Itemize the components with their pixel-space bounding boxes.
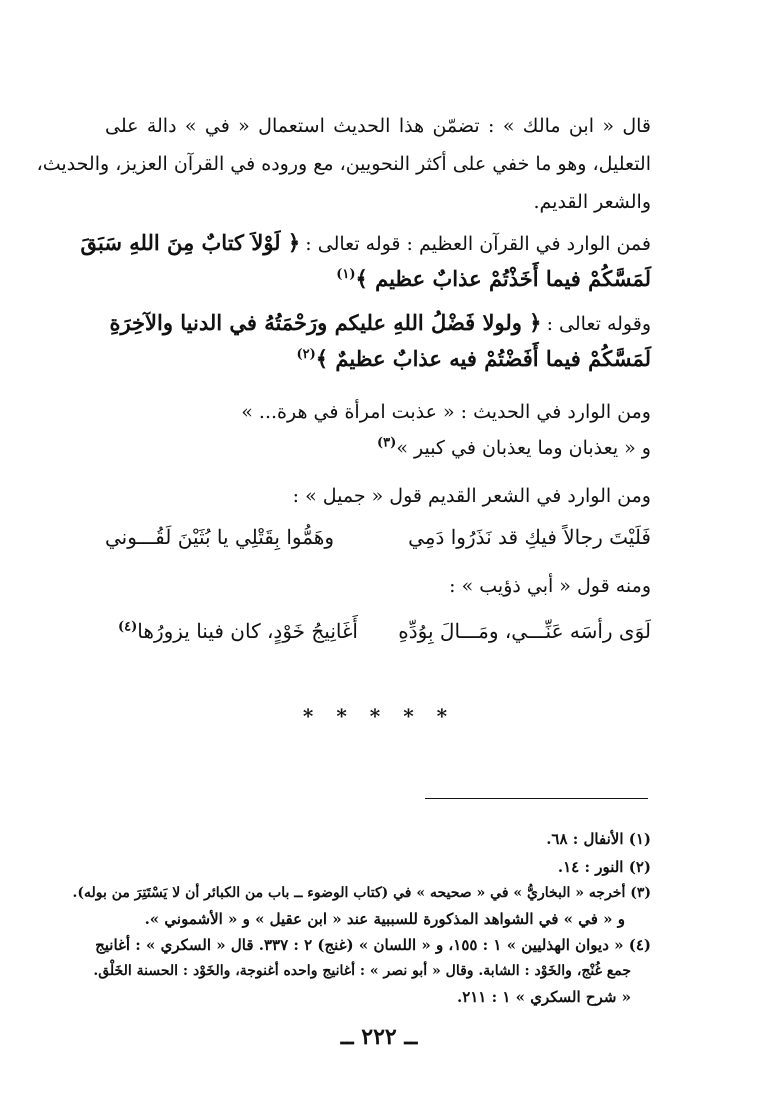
footnote-rule: [425, 798, 648, 799]
quran-verse-1-cont: لَمَسَّكُمْ فيما أَخَذْتُمْ عذابٌ عظيم ﴾$^{(١)}$: [336, 266, 651, 291]
hadith-line: و « يعذبان وما يعذبان في كبير »$^{(٣)}$: [377, 435, 651, 459]
paragraph-line: والشعر القديم.: [533, 191, 651, 213]
footnote: (١) الأنفال : ٦٨.: [546, 830, 651, 848]
footnote-number: (٣): [630, 885, 651, 901]
quran-verse-2-cont: لَمَسَّكُمْ فيما أَفَضْتُمْ فيه عذابٌ عظيمٌ ﴾$^{(٢)}$: [296, 346, 651, 371]
quran-intro: فمن الوارد في القرآن العظيم : قوله تعالى :: [305, 233, 651, 255]
footnote: (٢) النور : ١٤.: [557, 858, 651, 876]
verse-1-hemistich-1: فَلَيْتَ رجالاً فيكِ قد نَذَرُوا دَمِي: [408, 525, 651, 549]
footnote-ref: (١): [336, 267, 356, 282]
footnote-number: (٤): [628, 936, 651, 954]
quran-text: ﴿ لَوْلاَ كتابٌ مِنَ اللهِ سَبَقَ: [80, 230, 301, 255]
verse-2-hemistich-1: لَوَى رأسَه عَنِّـــي، ومَـــالَ بِوُدِّهِ: [398, 619, 651, 643]
footnote-continuation: « شرح السكري » ١ : ٢١١.: [456, 988, 631, 1006]
verse-2-intro: ومنه قول « أبي ذؤيب » :: [449, 575, 651, 597]
quran-intro: وقوله تعالى :: [546, 313, 651, 335]
footnote-continuation: جمع غُنْج، والخَوْد : الشابة. وقال « أبو نصر » : أغانيج واحده أغنوجة، والخَوْد : الحسنة الخَلْق.: [93, 963, 631, 979]
paragraph-line: قال « ابن مالك » : تضمّن هذا الحديث استعمال « في » دالة على: [105, 115, 651, 137]
footnote-ref: (٣): [377, 435, 397, 451]
section-separator: * * * * *: [302, 704, 456, 728]
paragraph-line: التعليل، وهو ما خفي على أكثر النحويين، مع وروده في القرآن العزيز، والحديث،: [36, 153, 651, 175]
page-number: ــ ٢٢٢ ــ: [340, 1024, 418, 1050]
hadith-line: ومن الوارد في الحديث : « عذبت امرأة في هرة... »: [241, 401, 651, 423]
footnote-number: (١): [628, 830, 651, 848]
footnote-number: (٢): [628, 858, 651, 876]
footnote: (٤) « ديوان الهذليين » ١ : ١٥٥، و « اللسان » (غنج) ٢ : ٣٣٧. قال « السكري » : أغانيج: [95, 936, 651, 954]
footnote-ref: (٤): [118, 619, 138, 635]
quran-verse-1: [80, 226, 651, 260]
footnote-ref: (٢): [296, 347, 316, 362]
verse-2-hemistich-2: أَغَانِيجُ خَوْدٍ، كان فينا يزورُها$^{(٤)}$: [118, 619, 358, 643]
footnote: (٣) أخرجه « البخاريُّ » في « صحيحه » في (كتاب الوضوء ــ باب من الكبائر أن لا يَسْتَتِرَ من بوله).: [72, 885, 651, 901]
verse-1-hemistich-2: وهَمُّوا بِقَتْلِي يا بُثَيْنَ لَقُـــوني: [105, 525, 334, 549]
quran-text: ﴿ ولولا فَضْلُ اللهِ عليكم ورَحْمَتُهُ في الدنيا والآخِرَةِ: [109, 310, 542, 335]
footnote-continuation: و « في » في الشواهد المذكورة للسببية عند « ابن عقيل » و « الأشموني ».: [144, 910, 625, 928]
quran-verse-2: [105, 306, 651, 340]
poetry-intro: ومن الوارد في الشعر القديم قول « جميل » :: [292, 485, 651, 507]
